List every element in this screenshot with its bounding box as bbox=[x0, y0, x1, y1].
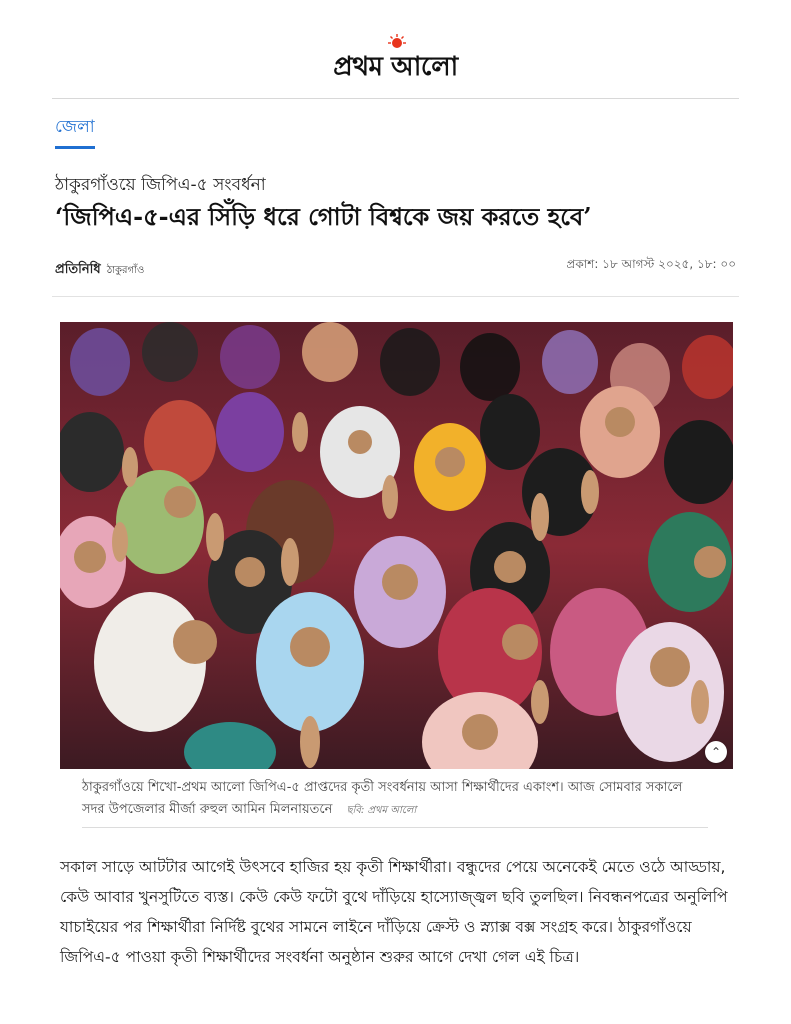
publish-time: প্রকাশ: ১৮ আগস্ট ২০২৫, ১৮: ০০ bbox=[566, 257, 736, 271]
author-name[interactable]: প্রতিনিধি bbox=[55, 262, 101, 277]
header-divider bbox=[52, 98, 739, 99]
logo-text: প্রথম আলো bbox=[333, 52, 458, 82]
article-kicker: ঠাকুরগাঁওয়ে জিপিএ-৫ সংবর্ধনা bbox=[55, 175, 266, 195]
image-caption bbox=[82, 777, 702, 822]
sun-icon bbox=[388, 34, 406, 52]
crowd-photo-illustration bbox=[60, 322, 733, 769]
expand-icon[interactable]: ⌃ bbox=[705, 741, 727, 763]
article-headline: ‘জিপিএ-৫-এর সিঁড়ি ধরে গোটা বিশ্বকে জয় করতে হবে’ bbox=[55, 202, 592, 231]
caption-text: ঠাকুরগাঁওয়ে শিখো-প্রথম আলো জিপিএ-৫ প্রাপ্তদের কৃতী সংবর্ধনায় আসা শিক্ষার্থীদের একাংশ। আজ সোমবার সকালে সদর উপজেলার মীর্জা রুহুল আমিন মিলনায়তনে bbox=[82, 780, 683, 817]
byline-divider bbox=[52, 296, 739, 297]
image-credit: ছবি: প্রথম আলো bbox=[346, 805, 417, 816]
author-location: ঠাকুরগাঁও bbox=[106, 265, 145, 276]
article-photo[interactable] bbox=[60, 322, 733, 769]
byline bbox=[55, 260, 144, 281]
article-body: সকাল সাড়ে আটটার আগেই উৎসবে হাজির হয় কৃতী শিক্ষার্থীরা। বন্ধুদের পেয়ে অনেকেই মেতে ওঠে আড্ডায়, কেউ আবার খুনসুটিতে ব্যস্ত। কেউ কেউ ফটো বুথে দাঁড়িয়ে হাস্যোজ্জ্বল ছবি তুলছিল। নিবন্ধনপত্রের অনুলিপি যাচাইয়ের পর শিক্ষার্থীরা নির্দিষ্ট বুথের সামনে লাইনে দাঁড়িয়ে ক্রেস্ট ও স্ন্যাক্স বক্স সংগ্রহ করে। ঠাকুরগাঁওয়ে জিপিএ-৫ পাওয়া কৃতী শিক্ষার্থীদের সংবর্ধনা অনুষ্ঠান শুরুর আগে দেখা গেল এই চিত্র। bbox=[60, 858, 728, 966]
section-link[interactable]: জেলা bbox=[55, 114, 95, 149]
caption-divider bbox=[82, 827, 708, 828]
site-logo[interactable] bbox=[0, 34, 791, 82]
